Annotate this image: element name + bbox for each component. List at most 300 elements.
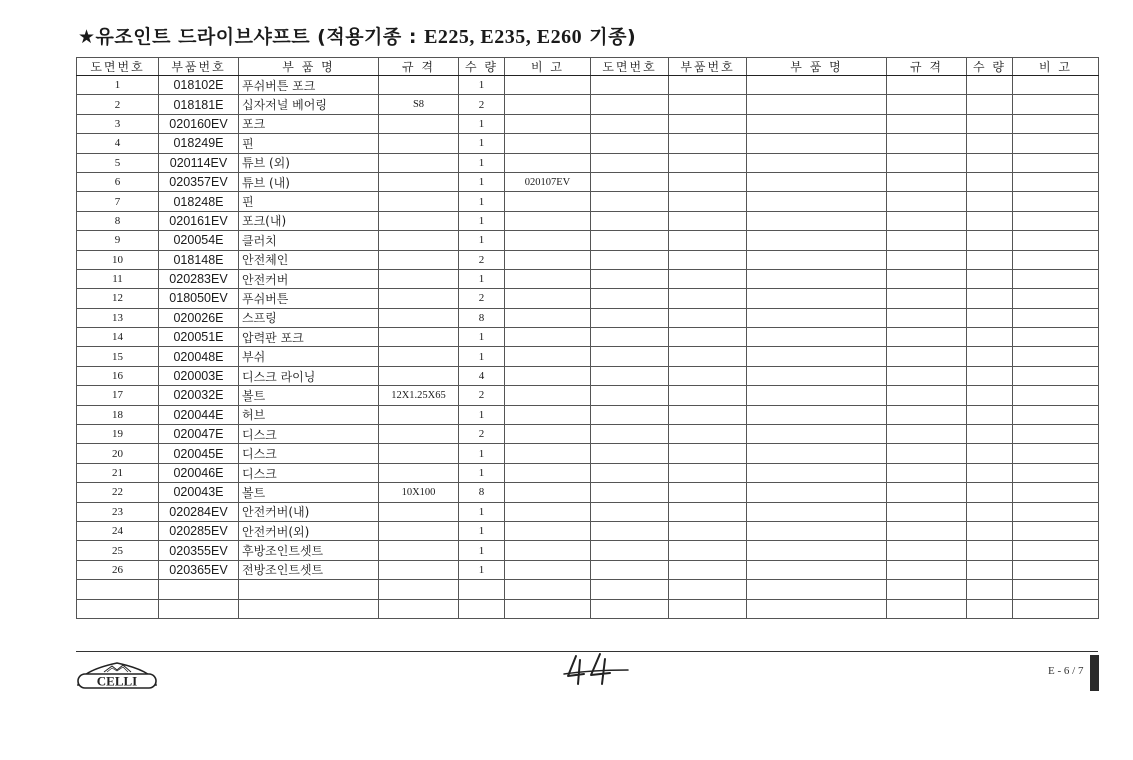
cell-empty [1013,250,1099,269]
table-row [77,580,1099,599]
cell-part [159,580,239,599]
table-row [77,250,1099,269]
cell-name: 안전커버(외) [239,521,379,540]
cell-part: 020046E [159,463,239,482]
cell-no: 23 [77,502,159,521]
cell-qty: 1 [459,463,505,482]
cell-empty [669,250,747,269]
table-row [77,328,1099,347]
cell-empty [591,269,669,288]
cell-note [505,386,591,405]
cell-no: 20 [77,444,159,463]
cell-empty [669,328,747,347]
cell-part: 020114EV [159,153,239,172]
cell-empty [887,580,967,599]
cell-empty [1013,328,1099,347]
cell-qty: 1 [459,153,505,172]
cell-spec [379,172,459,191]
cell-empty [747,308,887,327]
cell-empty [967,192,1013,211]
cell-empty [669,153,747,172]
cell-note [505,521,591,540]
cell-spec [379,405,459,424]
col-header: 수 량 [459,58,505,76]
cell-empty [887,250,967,269]
cell-spec [379,250,459,269]
cell-empty [669,541,747,560]
cell-empty [591,521,669,540]
cell-qty: 1 [459,521,505,540]
cell-empty [747,250,887,269]
cell-name: 디스크 [239,425,379,444]
cell-qty: 4 [459,366,505,385]
cell-empty [1013,502,1099,521]
cell-empty [747,463,887,482]
cell-empty [967,541,1013,560]
cell-empty [887,347,967,366]
cell-empty [669,560,747,579]
cell-empty [669,95,747,114]
cell-no: 18 [77,405,159,424]
cell-empty [669,172,747,191]
cell-name: 핀 [239,134,379,153]
cell-name: 튜브 (외) [239,153,379,172]
cell-empty [591,386,669,405]
cell-name: 압력판 포크 [239,328,379,347]
cell-spec [379,192,459,211]
cell-empty [669,463,747,482]
cell-part: 018181E [159,95,239,114]
cell-empty [669,405,747,424]
cell-empty [591,172,669,191]
cell-empty [1013,541,1099,560]
cell-empty [747,269,887,288]
cell-note [505,134,591,153]
cell-no: 14 [77,328,159,347]
cell-empty [591,308,669,327]
table-row [77,483,1099,502]
cell-part: 020283EV [159,269,239,288]
cell-empty [1013,405,1099,424]
cell-no: 2 [77,95,159,114]
cell-empty [967,386,1013,405]
cell-empty [1013,308,1099,327]
cell-name: 디스크 [239,444,379,463]
cell-empty [887,211,967,230]
cell-empty [747,580,887,599]
cell-note [505,269,591,288]
cell-note [505,153,591,172]
cell-qty: 1 [459,114,505,133]
cell-part: 020026E [159,308,239,327]
cell-qty: 1 [459,405,505,424]
cell-no: 22 [77,483,159,502]
cell-name: 안전커버 [239,269,379,288]
cell-empty [669,114,747,133]
cell-part: 018148E [159,250,239,269]
cell-qty: 2 [459,425,505,444]
cell-no: 25 [77,541,159,560]
cell-no: 3 [77,114,159,133]
cell-qty: 1 [459,269,505,288]
cell-empty [669,347,747,366]
cell-no: 19 [77,425,159,444]
cell-qty [459,580,505,599]
cell-note [505,308,591,327]
cell-note [505,328,591,347]
cell-empty [669,521,747,540]
cell-note [505,580,591,599]
col-header: 부품번호 [159,58,239,76]
cell-empty [887,134,967,153]
table-row [77,502,1099,521]
table-row [77,114,1099,133]
col-header: 규 격 [887,58,967,76]
cell-part: 020285EV [159,521,239,540]
cell-empty [1013,134,1099,153]
cell-empty [591,580,669,599]
cell-empty [1013,289,1099,308]
cell-name: 안전체인 [239,250,379,269]
cell-empty [669,76,747,95]
parts-table-body [77,76,1099,619]
cell-empty [747,386,887,405]
cell-no: 6 [77,172,159,191]
cell-qty: 1 [459,192,505,211]
cell-name: 안전커버(내) [239,502,379,521]
cell-spec [379,502,459,521]
cell-part: 020044E [159,405,239,424]
cell-empty [669,308,747,327]
cell-empty [591,95,669,114]
cell-empty [747,192,887,211]
cell-part: 018249E [159,134,239,153]
col-header: 규 격 [379,58,459,76]
table-row [77,366,1099,385]
cell-part: 020045E [159,444,239,463]
cell-empty [1013,231,1099,250]
cell-name: 포크 [239,114,379,133]
cell-qty: 2 [459,386,505,405]
cell-empty [747,289,887,308]
cell-empty [747,153,887,172]
cell-note [505,405,591,424]
cell-empty [591,211,669,230]
cell-empty [1013,425,1099,444]
cell-empty [669,580,747,599]
cell-empty [747,483,887,502]
cell-empty [669,444,747,463]
cell-spec [379,463,459,482]
cell-empty [967,95,1013,114]
cell-empty [1013,95,1099,114]
cell-empty [747,114,887,133]
cell-empty [1013,463,1099,482]
cell-part: 020357EV [159,172,239,191]
cell-name: 핀 [239,192,379,211]
cell-empty [887,483,967,502]
cell-empty [747,599,887,618]
cell-empty [747,95,887,114]
cell-empty [591,153,669,172]
cell-part: 018102E [159,76,239,95]
cell-empty [669,289,747,308]
cell-empty [591,76,669,95]
cell-spec [379,599,459,618]
cell-note [505,250,591,269]
cell-no: 4 [77,134,159,153]
page-number: E - 6 / 7 [1048,665,1084,677]
cell-no: 13 [77,308,159,327]
cell-empty [887,308,967,327]
cell-empty [887,386,967,405]
cell-qty: 1 [459,134,505,153]
cell-empty [967,269,1013,288]
cell-spec [379,153,459,172]
cell-empty [591,328,669,347]
cell-spec [379,289,459,308]
cell-empty [669,483,747,502]
cell-empty [1013,560,1099,579]
cell-spec [379,521,459,540]
cell-empty [1013,599,1099,618]
cell-empty [591,560,669,579]
parts-table [76,57,1099,619]
cell-spec [379,580,459,599]
cell-empty [1013,114,1099,133]
table-row [77,95,1099,114]
cell-no: 8 [77,211,159,230]
cell-qty: 1 [459,328,505,347]
cell-empty [669,425,747,444]
cell-qty: 1 [459,172,505,191]
cell-empty [967,463,1013,482]
logo-text: CELLI [96,673,138,689]
cell-spec [379,366,459,385]
cell-empty [669,269,747,288]
cell-empty [887,502,967,521]
cell-empty [967,521,1013,540]
cell-empty [967,308,1013,327]
cell-qty: 1 [459,560,505,579]
cell-note: 020107EV [505,172,591,191]
cell-empty [967,114,1013,133]
cell-empty [591,192,669,211]
table-row [77,541,1099,560]
cell-part: 020355EV [159,541,239,560]
table-row [77,425,1099,444]
cell-empty [669,366,747,385]
cell-empty [669,502,747,521]
cell-name: 허브 [239,405,379,424]
cell-empty [967,580,1013,599]
cell-spec: 10X100 [379,483,459,502]
cell-empty [591,134,669,153]
cell-no: 15 [77,347,159,366]
cell-qty [459,599,505,618]
cell-name: 클러치 [239,231,379,250]
cell-empty [591,289,669,308]
cell-empty [747,405,887,424]
table-row [77,231,1099,250]
cell-empty [1013,172,1099,191]
cell-spec [379,347,459,366]
table-row [77,405,1099,424]
cell-part: 020047E [159,425,239,444]
cell-no: 16 [77,366,159,385]
cell-no: 24 [77,521,159,540]
cell-empty [747,211,887,230]
cell-empty [1013,269,1099,288]
cell-no: 11 [77,269,159,288]
cell-empty [591,463,669,482]
cell-no: 17 [77,386,159,405]
cell-empty [967,76,1013,95]
table-row [77,76,1099,95]
col-header: 비 고 [1013,58,1099,76]
cell-empty [887,172,967,191]
cell-part: 018248E [159,192,239,211]
cell-empty [967,444,1013,463]
cell-empty [967,425,1013,444]
cell-empty [591,366,669,385]
cell-empty [967,502,1013,521]
cell-spec [379,560,459,579]
cell-name [239,580,379,599]
cell-empty [967,250,1013,269]
cell-empty [1013,580,1099,599]
cell-empty [747,502,887,521]
col-header: 부품번호 [669,58,747,76]
cell-name: 스프링 [239,308,379,327]
cell-name: 볼트 [239,386,379,405]
cell-empty [967,211,1013,230]
celli-logo [76,655,158,691]
cell-empty [967,328,1013,347]
cell-empty [747,231,887,250]
cell-empty [591,405,669,424]
cell-empty [591,425,669,444]
cell-empty [1013,521,1099,540]
cell-empty [967,172,1013,191]
cell-empty [669,192,747,211]
cell-part: 020003E [159,366,239,385]
cell-empty [967,289,1013,308]
col-header: 부 품 명 [239,58,379,76]
cell-empty [669,211,747,230]
cell-part: 020032E [159,386,239,405]
cell-empty [887,95,967,114]
title-models: E225, E235, E260 [424,26,583,48]
cell-note [505,425,591,444]
cell-empty [591,250,669,269]
cell-note [505,211,591,230]
cell-empty [669,134,747,153]
cell-empty [967,134,1013,153]
cell-empty [591,502,669,521]
cell-note [505,541,591,560]
cell-empty [887,444,967,463]
cell-empty [967,599,1013,618]
table-row [77,172,1099,191]
cell-empty [967,153,1013,172]
cell-qty: 1 [459,444,505,463]
cell-empty [967,366,1013,385]
cell-empty [1013,153,1099,172]
cell-note [505,231,591,250]
cell-empty [591,444,669,463]
cell-empty [1013,444,1099,463]
cell-spec [379,308,459,327]
cell-name: 디스크 [239,463,379,482]
cell-empty [747,444,887,463]
cell-qty: 1 [459,211,505,230]
cell-spec [379,76,459,95]
cell-name: 포크(내) [239,211,379,230]
cell-empty [887,269,967,288]
table-row [77,289,1099,308]
page-title: ★유조인트 드라이브샤프트 (적용기종 : E225, E235, E260 기종) [78,26,637,48]
table-row [77,211,1099,230]
cell-note [505,463,591,482]
cell-qty: 1 [459,76,505,95]
cell-part: 020284EV [159,502,239,521]
cell-empty [669,386,747,405]
table-row [77,444,1099,463]
cell-name: 디스크 라이닝 [239,366,379,385]
cell-empty [967,231,1013,250]
cell-no: 12 [77,289,159,308]
cell-note [505,76,591,95]
cell-empty [591,483,669,502]
cell-spec [379,211,459,230]
cell-qty: 8 [459,483,505,502]
cell-part: 020043E [159,483,239,502]
cell-no: 21 [77,463,159,482]
cell-empty [747,76,887,95]
cell-note [505,599,591,618]
cell-empty [967,405,1013,424]
cell-empty [887,521,967,540]
page-edge-bar [1090,655,1099,691]
cell-empty [887,425,967,444]
cell-empty [887,463,967,482]
cell-spec [379,114,459,133]
cell-empty [887,153,967,172]
cell-empty [887,405,967,424]
cell-part: 020051E [159,328,239,347]
table-row [77,521,1099,540]
cell-note [505,192,591,211]
cell-part: 018050EV [159,289,239,308]
cell-empty [1013,192,1099,211]
cell-qty: 1 [459,231,505,250]
cell-no: 1 [77,76,159,95]
cell-empty [747,541,887,560]
cell-name [239,599,379,618]
cell-note [505,444,591,463]
cell-name: 십자저널 베어링 [239,95,379,114]
cell-note [505,95,591,114]
cell-empty [747,366,887,385]
cell-spec: S8 [379,95,459,114]
cell-empty [591,599,669,618]
cell-empty [591,114,669,133]
cell-spec: 12X1.25X65 [379,386,459,405]
cell-part: 020365EV [159,560,239,579]
col-header: 도면번호 [77,58,159,76]
cell-no [77,599,159,618]
